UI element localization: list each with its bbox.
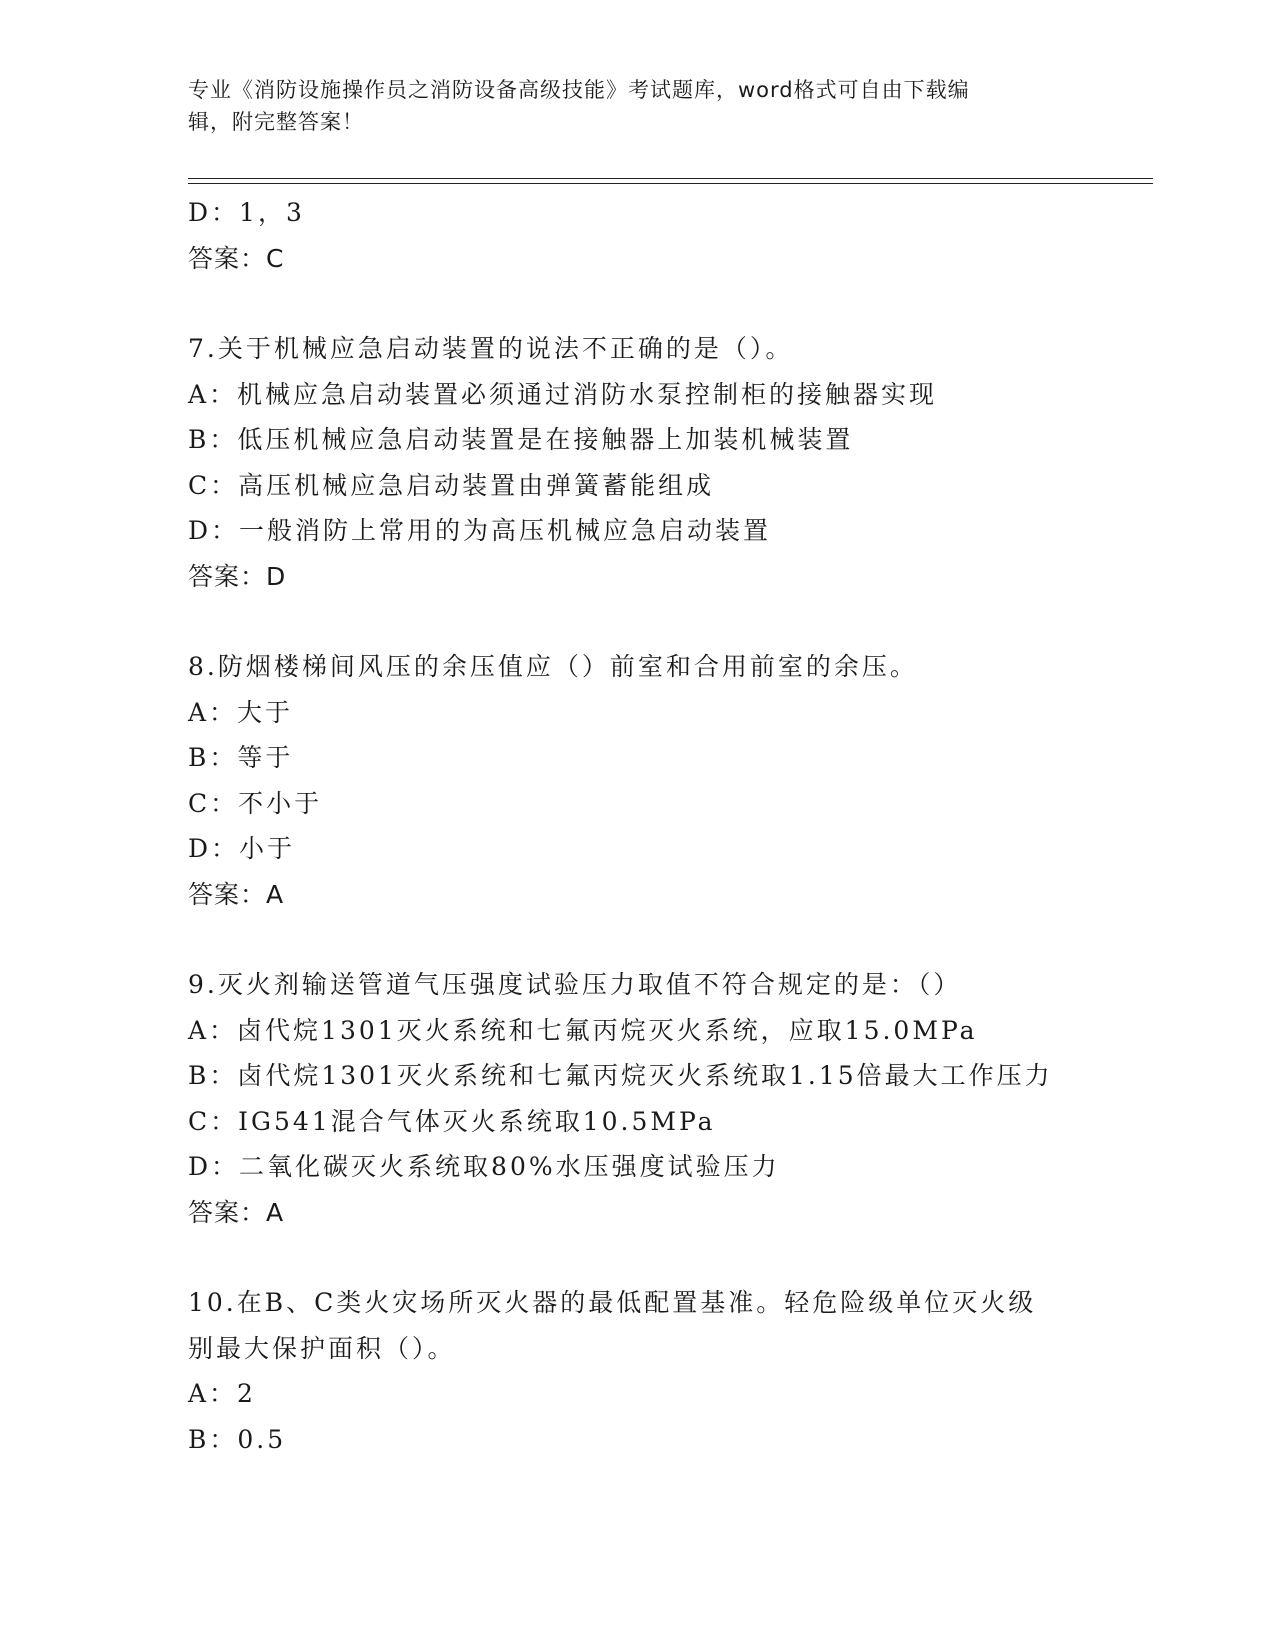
option-c: C：IG541混合气体灭火系统取10.5MPa — [188, 1106, 716, 1136]
question-7 — [188, 326, 1148, 599]
option-d: D：小于 — [188, 834, 296, 863]
question-stem: 8.防烟楼梯间风压的余压值应（）前室和合用前室的余压。 — [188, 652, 918, 681]
question-content — [188, 190, 1148, 1462]
answer: 答案：D — [188, 561, 287, 591]
option-b: B：卤代烷1301灭火系统和七氟丙烷灭火系统取1.15倍最大工作压力 — [188, 1061, 1053, 1090]
header-rule-top — [188, 178, 1153, 179]
question-stem: 9.灭火剂输送管道气压强度试验压力取值不符合规定的是：（） — [188, 970, 962, 999]
option-a: A：2 — [188, 1379, 256, 1408]
option-c: C：不小于 — [188, 788, 323, 818]
question-stem-line-2: 别最大保护面积（）。 — [188, 1333, 456, 1363]
option-a: A：机械应急启动装置必须通过消防水泵控制柜的接触器实现 — [188, 379, 938, 409]
document-header — [188, 74, 1068, 138]
question-10 — [188, 1280, 1148, 1462]
option-a: A：卤代烷1301灭火系统和七氟丙烷灭火系统，应取15.0MPa — [188, 1015, 978, 1045]
header-line-1: 专业《消防设施操作员之消防设备高级技能》考试题库，word格式可自由下载编 — [188, 78, 970, 102]
question-stem: 7.关于机械应急启动装置的说法不正确的是（）。 — [188, 334, 794, 363]
answer: 答案：A — [188, 1197, 285, 1227]
option-c: C：高压机械应急启动装置由弹簧蓄能组成 — [188, 470, 715, 500]
option-d: D：一般消防上常用的为高压机械应急启动装置 — [188, 516, 772, 545]
option-d: D：二氧化碳灭火系统取80%水压强度试验压力 — [188, 1152, 780, 1181]
header-line-2: 辑，附完整答案！ — [188, 110, 364, 134]
answer-previous: 答案：C — [188, 243, 285, 273]
question-8 — [188, 644, 1148, 917]
option-d-previous: D：1，3 — [188, 198, 305, 227]
answer: 答案：A — [188, 879, 285, 909]
option-a: A：大于 — [188, 697, 294, 727]
option-b: B：低压机械应急启动装置是在接触器上加装机械装置 — [188, 425, 854, 454]
question-9 — [188, 962, 1148, 1235]
question-stem-line-1: 10.在B、C类火灾场所灭火器的最低配置基准。轻危险级单位灭火级 — [188, 1288, 1037, 1317]
header-rule-bottom — [188, 183, 1153, 184]
option-b: B：0.5 — [188, 1424, 287, 1454]
option-b: B：等于 — [188, 743, 294, 772]
